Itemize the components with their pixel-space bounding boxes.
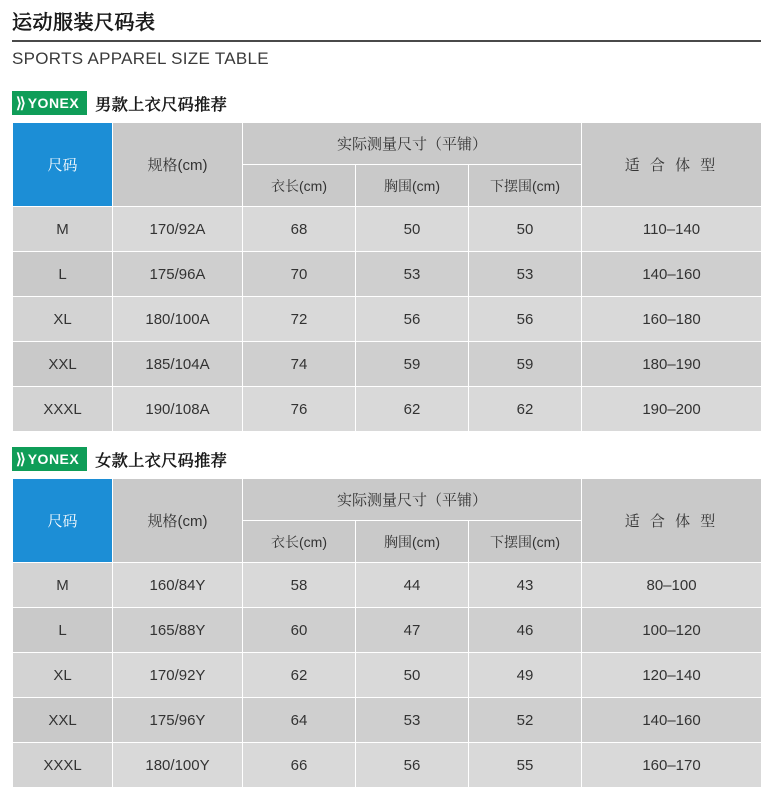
cell-length: 68: [243, 207, 356, 252]
cell-length: 74: [243, 342, 356, 387]
cell-fit: 140–160: [582, 252, 762, 297]
cell-bust: 62: [356, 387, 469, 432]
cell-spec: 160/84Y: [113, 563, 243, 608]
cell-spec: 190/108A: [113, 387, 243, 432]
table-header-row: [13, 479, 762, 521]
section-men: [12, 90, 761, 432]
col-header-hem: 下摆围(cm): [469, 521, 582, 563]
col-header-bust: 胸围(cm): [356, 521, 469, 563]
cell-length: 70: [243, 252, 356, 297]
cell-size: XXL: [13, 342, 113, 387]
col-header-bust: 胸围(cm): [356, 165, 469, 207]
col-header-spec: 规格(cm): [113, 479, 243, 563]
cell-spec: 170/92A: [113, 207, 243, 252]
cell-size: XXXL: [13, 743, 113, 788]
cell-fit: 100–120: [582, 608, 762, 653]
yonex-logo: [12, 91, 87, 115]
cell-length: 60: [243, 608, 356, 653]
table-row: [13, 653, 762, 698]
cell-hem: 43: [469, 563, 582, 608]
cell-size: XXL: [13, 698, 113, 743]
table-row: [13, 297, 762, 342]
cell-fit: 80–100: [582, 563, 762, 608]
women-size-table: [12, 478, 762, 788]
cell-bust: 53: [356, 252, 469, 297]
col-header-hem: 下摆围(cm): [469, 165, 582, 207]
col-header-measure-group: 实际测量尺寸（平铺）: [243, 479, 582, 521]
cell-bust: 56: [356, 743, 469, 788]
cell-hem: 53: [469, 252, 582, 297]
cell-length: 64: [243, 698, 356, 743]
table-row: [13, 698, 762, 743]
cell-length: 72: [243, 297, 356, 342]
cell-length: 58: [243, 563, 356, 608]
cell-size: L: [13, 608, 113, 653]
cell-size: L: [13, 252, 113, 297]
col-header-spec: 规格(cm): [113, 123, 243, 207]
cell-size: XL: [13, 653, 113, 698]
cell-hem: 46: [469, 608, 582, 653]
table-row: [13, 608, 762, 653]
cell-hem: 52: [469, 698, 582, 743]
table-row: [13, 387, 762, 432]
cell-size: XL: [13, 297, 113, 342]
cell-bust: 44: [356, 563, 469, 608]
cell-spec: 180/100A: [113, 297, 243, 342]
cell-bust: 56: [356, 297, 469, 342]
col-header-fit: 适 合 体 型: [582, 123, 762, 207]
section-women-header: [12, 446, 761, 472]
col-header-length: 衣长(cm): [243, 165, 356, 207]
page-subtitle: SPORTS APPAREL SIZE TABLE: [12, 49, 269, 68]
cell-fit: 120–140: [582, 653, 762, 698]
cell-size: M: [13, 563, 113, 608]
cell-bust: 47: [356, 608, 469, 653]
table-row: [13, 743, 762, 788]
cell-size: XXXL: [13, 387, 113, 432]
cell-fit: 140–160: [582, 698, 762, 743]
section-men-header: [12, 90, 761, 116]
cell-hem: 56: [469, 297, 582, 342]
cell-hem: 59: [469, 342, 582, 387]
yonex-mark-icon: ⟩⟩: [16, 450, 24, 468]
cell-hem: 50: [469, 207, 582, 252]
cell-fit: 190–200: [582, 387, 762, 432]
page-header: [0, 0, 773, 76]
section-women-title: 女款上衣尺码推荐: [95, 452, 228, 470]
col-header-size: 尺码: [13, 479, 113, 563]
cell-spec: 180/100Y: [113, 743, 243, 788]
cell-fit: 160–170: [582, 743, 762, 788]
cell-spec: 175/96A: [113, 252, 243, 297]
men-size-table: [12, 122, 762, 432]
yonex-mark-icon: ⟩⟩: [16, 94, 24, 112]
col-header-size: 尺码: [13, 123, 113, 207]
cell-fit: 180–190: [582, 342, 762, 387]
cell-bust: 59: [356, 342, 469, 387]
cell-hem: 55: [469, 743, 582, 788]
cell-length: 66: [243, 743, 356, 788]
col-header-fit: 适 合 体 型: [582, 479, 762, 563]
cell-bust: 50: [356, 653, 469, 698]
cell-spec: 165/88Y: [113, 608, 243, 653]
table-row: [13, 342, 762, 387]
cell-spec: 185/104A: [113, 342, 243, 387]
cell-hem: 49: [469, 653, 582, 698]
cell-fit: 160–180: [582, 297, 762, 342]
page-title: 运动服装尺码表: [12, 12, 156, 34]
col-header-measure-group: 实际测量尺寸（平铺）: [243, 123, 582, 165]
section-women: [12, 446, 761, 788]
table-row: [13, 563, 762, 608]
header-divider: [12, 40, 761, 42]
cell-bust: 50: [356, 207, 469, 252]
cell-hem: 62: [469, 387, 582, 432]
cell-length: 62: [243, 653, 356, 698]
yonex-logo: [12, 447, 87, 471]
yonex-wordmark: YONEX: [27, 451, 80, 467]
table-header-row: [13, 123, 762, 165]
col-header-length: 衣长(cm): [243, 521, 356, 563]
cell-size: M: [13, 207, 113, 252]
table-row: [13, 207, 762, 252]
cell-spec: 175/96Y: [113, 698, 243, 743]
cell-length: 76: [243, 387, 356, 432]
cell-fit: 110–140: [582, 207, 762, 252]
section-men-title: 男款上衣尺码推荐: [95, 96, 228, 114]
cell-bust: 53: [356, 698, 469, 743]
cell-spec: 170/92Y: [113, 653, 243, 698]
table-row: [13, 252, 762, 297]
yonex-wordmark: YONEX: [27, 95, 80, 111]
